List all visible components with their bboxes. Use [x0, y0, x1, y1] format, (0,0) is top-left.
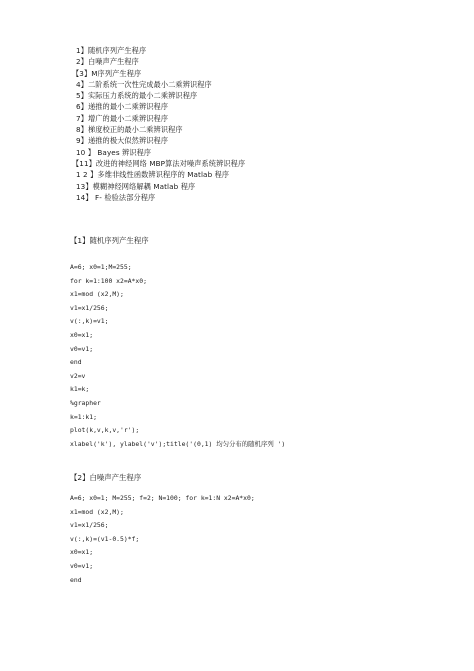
code-line: %grapher	[70, 398, 101, 407]
code-line: x1=mod (x2,M);	[70, 290, 124, 299]
code-block-random-sequence	[70, 261, 450, 451]
toc-item: 10 】 Bayes 辨识程序	[76, 147, 152, 157]
code-line: v0=v1;	[70, 561, 94, 570]
toc-item: 【11】改进的神经网络 MBP算法对噪声系统辨识程序	[72, 158, 246, 168]
code-line: v(:,k)=v1;	[70, 317, 109, 326]
section-title-white-noise: 【2】白噪声产生程序	[70, 473, 142, 482]
code-line: xlabel('k'), ylabel('v');title('(0,1) 均匀分布的随机序列 ')	[70, 439, 286, 448]
code-line: v2=v	[70, 371, 86, 380]
code-line: v(:,k)=(v1-0.5)*f;	[70, 534, 140, 543]
code-line: end	[70, 575, 82, 584]
table-of-contents	[72, 45, 456, 203]
code-line: A=6; x0=1;M=255;	[70, 263, 132, 271]
code-line: v0=v1;	[70, 344, 94, 353]
code-line: x0=x1;	[70, 548, 94, 557]
toc-item: 4】二阶系统一次性完成最小二乘辨识程序	[76, 79, 212, 89]
toc-item: 【3】M序列产生程序	[72, 68, 142, 78]
toc-item: 2】白噪声产生程序	[76, 57, 139, 67]
code-line: for k=1:100 x2=A*x0;	[70, 276, 147, 285]
code-line: k1=k;	[70, 385, 90, 394]
toc-item: 14】 F- 检验法部分程序	[76, 192, 156, 202]
code-line: A=6; x0=1; M=255; f=2; N=100; for k=1:N x2=A*x0;	[70, 494, 255, 502]
toc-item: 6】递推的最小二乘辨识程序	[76, 102, 169, 112]
toc-item: 9】递推的极大似然辨识程序	[76, 136, 169, 146]
toc-item: 1】随机序列产生程序	[76, 46, 147, 55]
toc-item: 1 2 】多维非线性函数辨识程序的 Matlab 程序	[76, 170, 230, 180]
section-title-random-sequence: 【1】随机序列产生程序	[70, 236, 149, 245]
code-line: x1=mod (x2,M);	[70, 507, 124, 516]
code-line: v1=x1/256;	[70, 303, 109, 312]
code-line: plot(k,v,k,v,'r');	[70, 426, 140, 435]
code-block-white-noise	[70, 492, 450, 587]
code-line: k=1:k1;	[70, 412, 97, 421]
code-line: x0=x1;	[70, 330, 94, 339]
toc-item: 5】实际压力系统的最小二乘辨识程序	[76, 91, 198, 101]
code-line: v1=x1/256;	[70, 521, 109, 530]
toc-item: 7】增广的最小二乘辨识程序	[76, 113, 169, 123]
code-line: end	[70, 358, 82, 367]
toc-item: 13】模糊神经网络解耦 Matlab 程序	[76, 181, 196, 191]
toc-item: 8】梯度校正的最小二乘辨识程序	[76, 125, 183, 135]
